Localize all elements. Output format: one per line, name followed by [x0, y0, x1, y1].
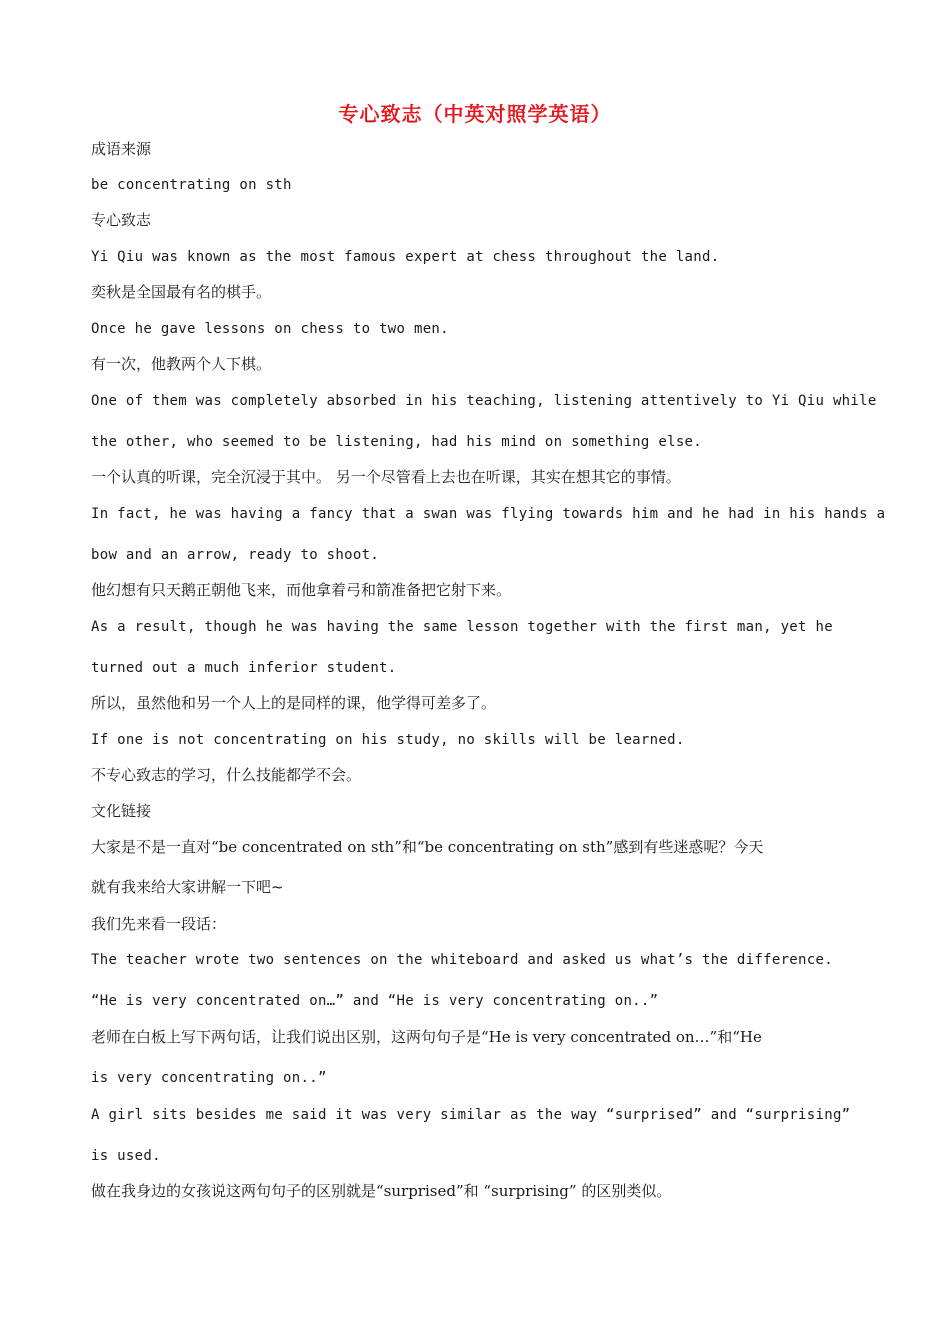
text-line-zh: 一个认真的听课，完全沉浸于其中。 另一个尽管看上去也在听课，其实在想其它的事情。 [91, 468, 681, 486]
text-line-en: In fact, he was having a fancy that a swan was flying towards him and he had in his hands a [91, 506, 886, 522]
text-line-en: bow and an arrow, ready to shoot. [91, 547, 380, 563]
section-heading-origin: 成语来源 [91, 140, 152, 158]
text-line-en: is used. [91, 1148, 161, 1164]
text-line-en: As a result, though he was having the same lesson together with the first man, yet he [91, 619, 833, 635]
text-line-mixed: 大家是不是一直对“be concentrated on sth”和“be concentrating on sth”感到有些迷惑呢？今天 [91, 838, 764, 856]
section-heading-culture: 文化链接 [91, 802, 152, 820]
text-line-en: be concentrating on sth [91, 177, 292, 193]
text-line-en: the other, who seemed to be listening, had his mind on something else. [91, 434, 703, 450]
text-line-en: is very concentrating on..” [91, 1070, 327, 1086]
text-line-en: A girl sits besides me said it was very similar as the way “surprised” and “surprising” [91, 1107, 851, 1123]
text-line-en: One of them was completely absorbed in his teaching, listening attentively to Yi Qiu while [91, 393, 877, 409]
text-line-en: “He is very concentrated on…” and “He is very concentrating on..” [91, 993, 659, 1009]
text-line-zh: 奕秋是全国最有名的棋手。 [91, 283, 272, 301]
text-line-mixed: 老师在白板上写下两句话，让我们说出区别，这两句句子是“He is very concentrated on…”和“He [91, 1028, 762, 1046]
text-line-zh: 我们先来看一段话： [91, 915, 227, 933]
text-line-zh: 有一次，他教两个人下棋。 [91, 355, 272, 373]
text-line-en: turned out a much inferior student. [91, 660, 397, 676]
text-line-en: If one is not concentrating on his study, no skills will be learned. [91, 732, 685, 748]
document-title: 专心致志（中英对照学英语） [338, 102, 612, 126]
text-line-mixed: 做在我身边的女孩说这两句句子的区别就是“surprised”和 “surprising” 的区别类似。 [91, 1182, 672, 1200]
text-line-en: The teacher wrote two sentences on the whiteboard and asked us what’s the difference. [91, 952, 833, 968]
text-line-en: Once he gave lessons on chess to two men. [91, 321, 449, 337]
text-line-zh: 就有我来给大家讲解一下吧~ [91, 878, 284, 896]
text-line-en: Yi Qiu was known as the most famous expert at chess throughout the land. [91, 249, 720, 265]
text-line-zh: 不专心致志的学习，什么技能都学不会。 [91, 766, 362, 784]
text-line-zh: 专心致志 [91, 211, 152, 229]
text-line-zh: 所以，虽然他和另一个人上的是同样的课，他学得可差多了。 [91, 694, 497, 712]
text-line-zh: 他幻想有只天鹅正朝他飞来，而他拿着弓和箭准备把它射下来。 [91, 581, 512, 599]
